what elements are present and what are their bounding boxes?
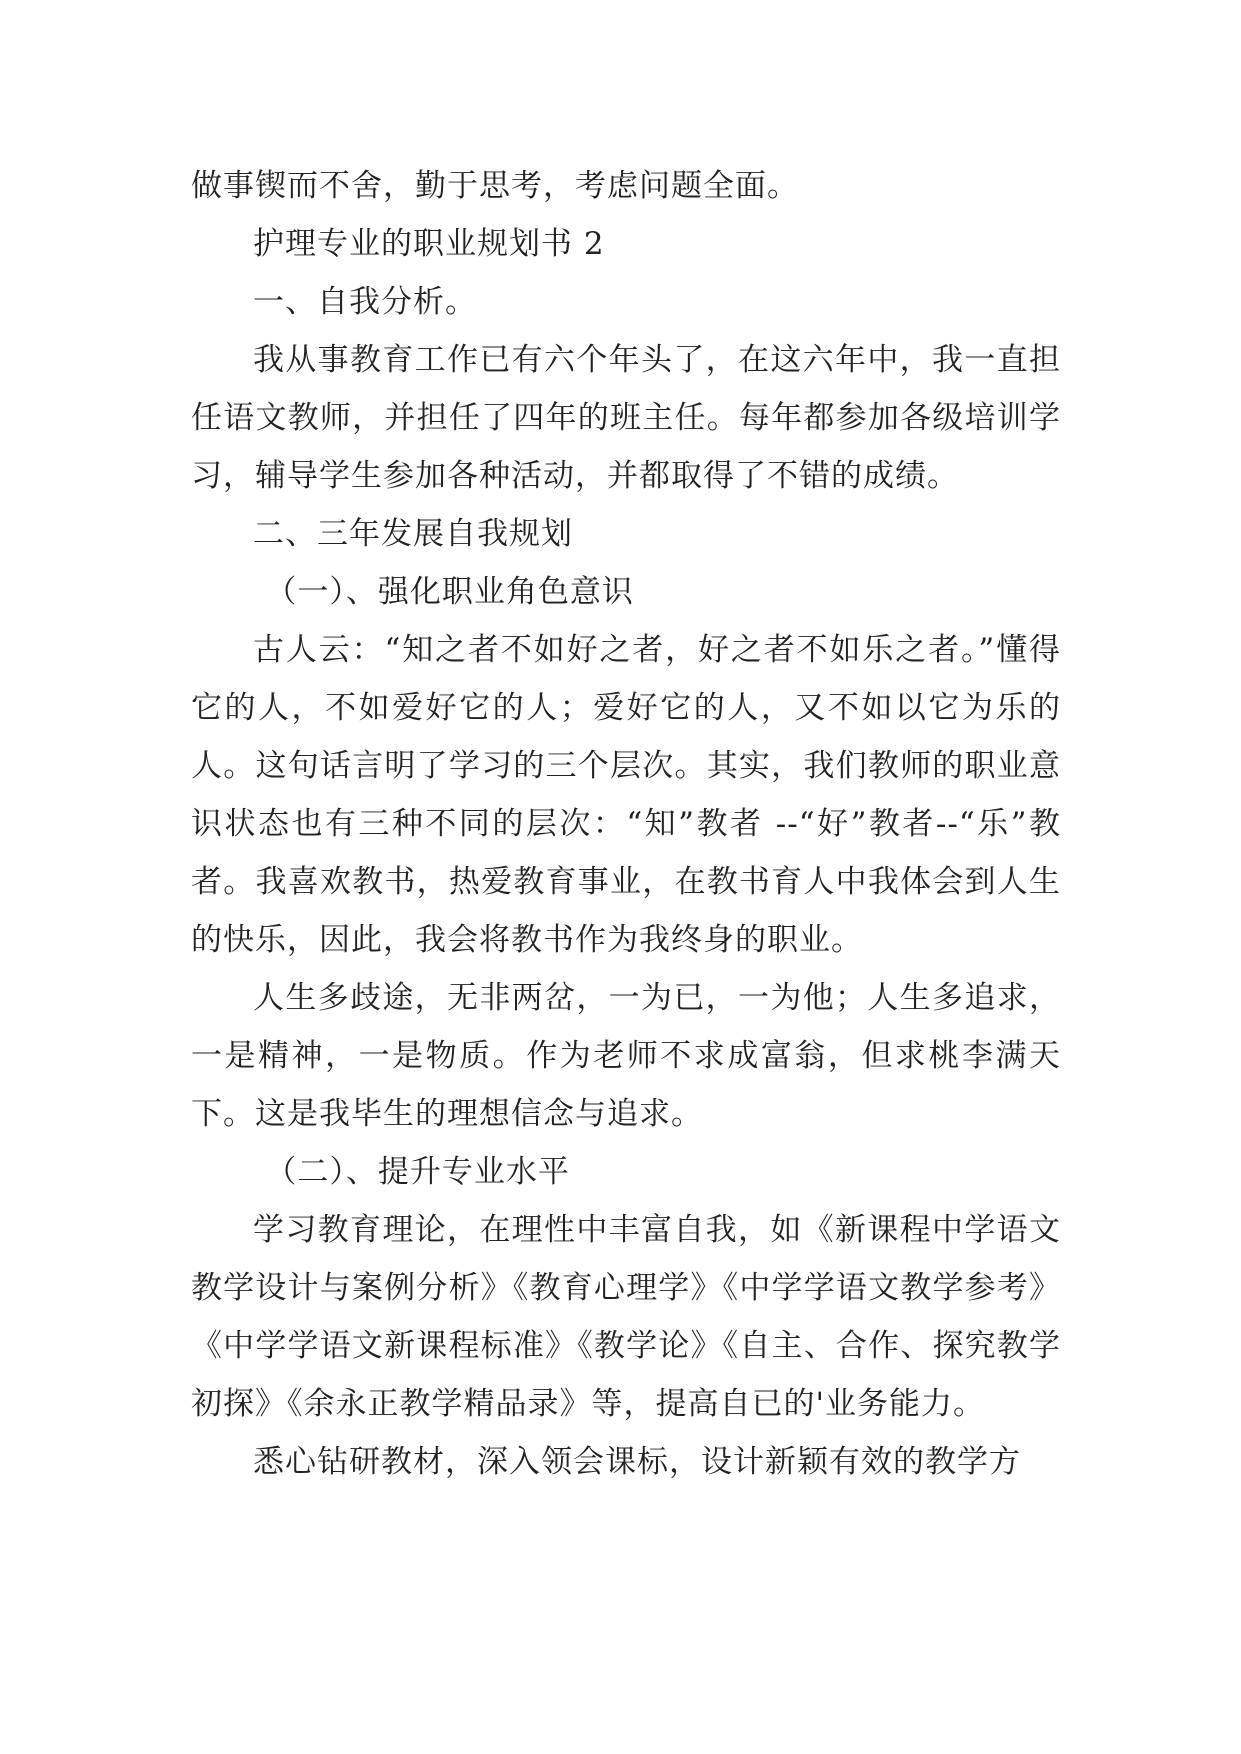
paragraph-education-theory: 学习教育理论，在理性中丰富自我，如《新课程中学语文教学设计与案例分析》《教育心理学》《中学学语文教学参考》《中学学语文新课程标准》《教学论》《自主、合作、探究教学初探》《余永正教学精品录》等，提高自已的'业务能力。: [191, 1212, 1061, 1422]
paragraph-ancient-saying: 古人云：“知之者不如好之者，好之者不如乐之者。”懂得它的人，不如爱好它的人；爱好它的人，又不如以它为乐的人。这句话言明了学习的三个层次。其实，我们教师的职业意识状态也有三种不同的层次：“知”教者 --“好”教者--“乐”教者。我喜欢教书，热爱教育事业，在教书育人中我体会到人生的快乐，因此，我会将教书作为我终身的职业。: [191, 632, 1061, 958]
subheading-role-awareness: （一）、强化职业角色意识: [265, 574, 634, 610]
document-title: 护理专业的职业规划书 2: [253, 226, 605, 262]
paragraph-life-pursuit: 人生多歧途，无非两岔，一为已，一为他；人生多追求，一是精神，一是物质。作为老师不求成富翁，但求桃李满天下。这是我毕生的理想信念与追求。: [191, 980, 1061, 1132]
paragraph-self-analysis: 我从事教育工作已有六个年头了，在这六年中，我一直担任语文教师，并担任了四年的班主任。每年都参加各级培训学习，辅导学生参加各种活动，并都取得了不错的成绩。: [191, 342, 1061, 494]
paragraph-study-materials: 悉心钻研教材，深入领会课标，设计新颖有效的教学方: [253, 1444, 1021, 1480]
paragraph-continuation: 做事锲而不舍，勤于思考，考虑问题全面。: [191, 168, 799, 204]
section-heading-self-analysis: 一、自我分析。: [253, 284, 477, 320]
subheading-professional-level: （二）、提升专业水平: [265, 1154, 570, 1190]
document-body: [191, 157, 1061, 1491]
section-heading-three-year-plan: 二、三年发展自我规划: [253, 516, 573, 552]
